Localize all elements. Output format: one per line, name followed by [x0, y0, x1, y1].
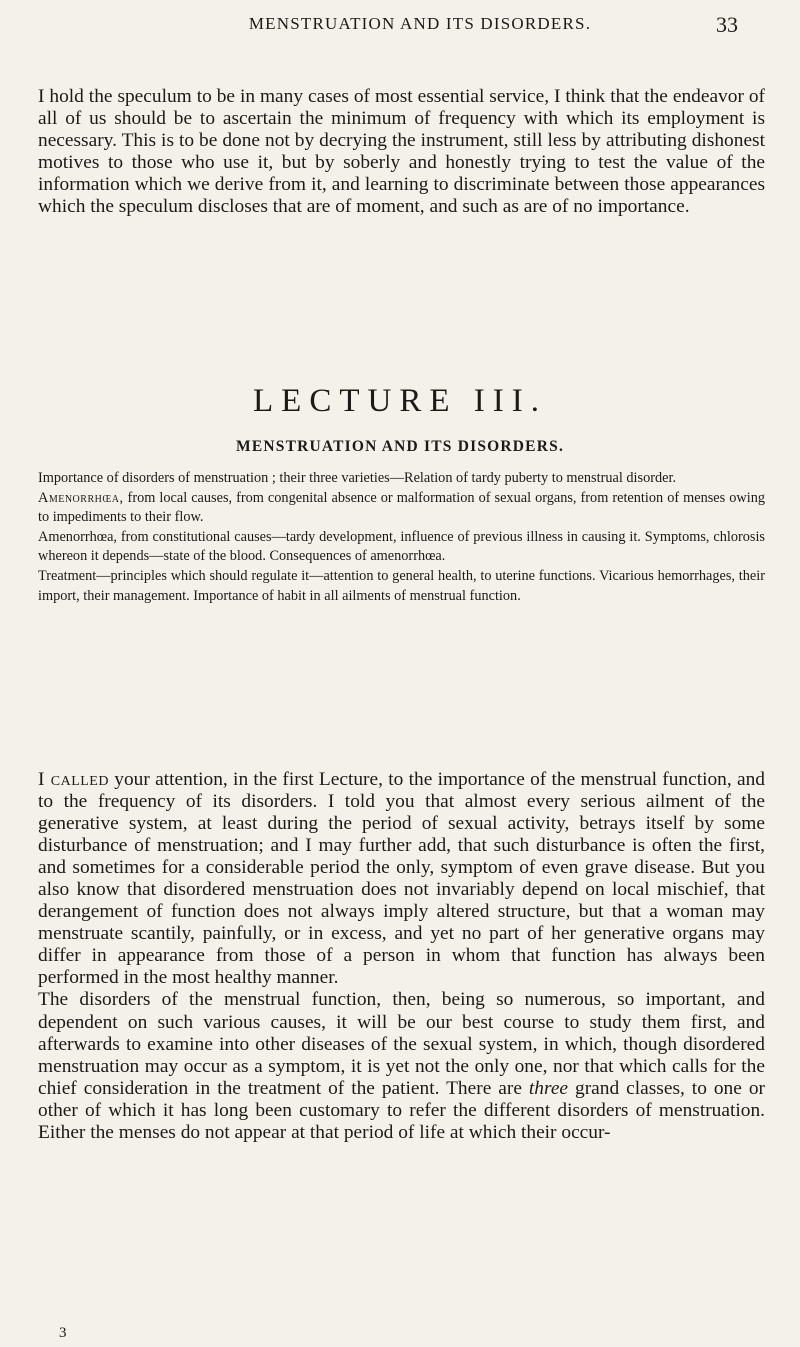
opening-paragraph: I hold the speculum to be in many cases of most essential service, I think that the endeavor of all of us should be to ascertain the minimum of frequency with which its employment is necessary. This is to be done not by decrying the instrument, still less by attributing dishonest motives to those who use it, but by soberly and honestly trying to test the value of the information which we derive from it, and learning to discriminate between those appearances which the speculum discloses that are of moment, and such as are of no importance.	[38, 86, 765, 217]
body-text: The disorders of the menstrual function, then, being so numerous, so important, and dependent on such various causes, it will be our best course to study them first, and afterwards to examine into other diseases of the sexual system, in which, though disordered menstruation may occur as a symptom, it is yet not the only one, nor that which calls for the chief consideration in the treatment of the patient. There are	[38, 989, 765, 1099]
synopsis-text: from local causes, from congenital absence or malformation of sexual organs, from retention of menses owing to impediments to their flow.	[38, 489, 765, 526]
body-text: grand classes, to one or other of which it has long been customary to refer the different disorders of menstruation. Either the menses do not appear at that period of life at which their occur-	[38, 1077, 765, 1143]
lecture-synopsis	[38, 469, 765, 606]
lecture-title: LECTURE III.	[253, 383, 547, 419]
body-paragraph	[38, 769, 765, 989]
synopsis-paragraph: Importance of disorders of menstruation ; their three varieties—Relation of tardy puberty to menstrual disorder.	[38, 470, 677, 486]
emphasis: three	[528, 1077, 569, 1099]
signature-mark: 3	[59, 1325, 67, 1341]
running-title: MENSTRUATION AND ITS DISORDERS.	[248, 14, 592, 33]
synopsis-paragraph	[38, 489, 765, 528]
body-text: your attention, in the first Lecture, to the importance of the menstrual function, and to the frequency of its disorders. I told you that almost every serious ailment of the generative system, at least during the period of sexual activity, betrays itself by some disturbance of menstruation; and I may further add, that such disturbance is often the first, and sometimes for a considerable period the only, symptom of even grave disease. But you also know that disordered menstruation does not invariably depend on local mischief, that derangement of function does not always imply altered structure, but that a woman may menstruate scantily, painfully, or in excess, and yet no part of her generative organs may differ in appearance from those of a person in whom that function has always been performed in the most healthy manner.	[38, 769, 765, 989]
lecture-body	[38, 769, 765, 1144]
lecture-subtitle: MENSTRUATION AND ITS DISORDERS.	[235, 438, 565, 455]
synopsis-paragraph: Amenorrhœa, from constitutional causes—tardy development, influence of previous illness in causing it. Symptoms, chlorosis whereon it depends—state of the blood. Consequences of amenorrhœa.	[38, 528, 765, 565]
synopsis-heading: Amenorrhœa,	[38, 489, 124, 506]
paragraph-lead: I called	[38, 769, 109, 790]
synopsis-paragraph: Treatment—principles which should regulate it—attention to general health, to uterine functions. Vicarious hemorrhages, their import, their management. Importance of habit in all ailments of menstrual function.	[38, 567, 765, 604]
page-number: 33	[716, 12, 738, 37]
body-paragraph	[38, 989, 765, 1143]
